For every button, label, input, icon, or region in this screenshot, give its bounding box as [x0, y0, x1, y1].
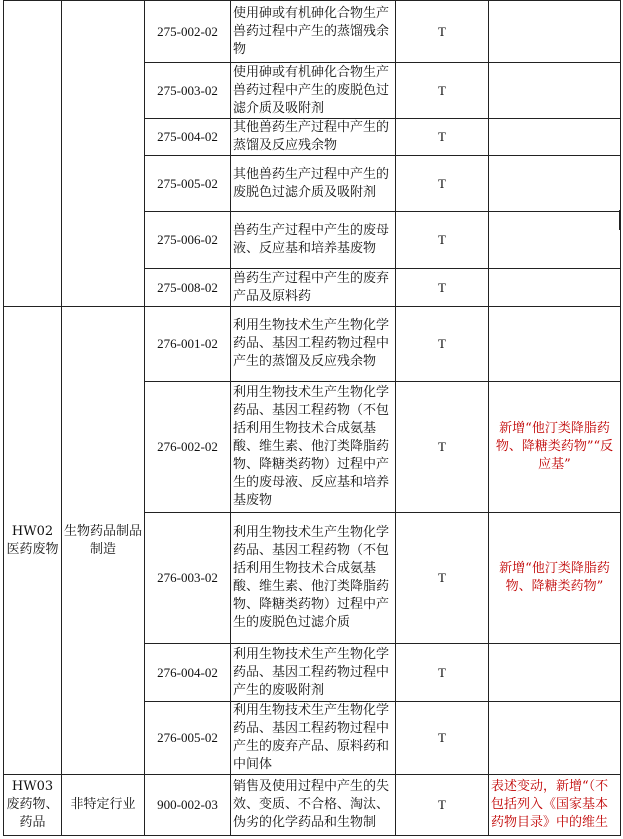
- change-note: [489, 644, 621, 702]
- industry-label: 非特定行业: [70, 797, 136, 812]
- waste-code: 275-004-02: [145, 119, 231, 156]
- industry-cell: [62, 307, 145, 775]
- hazard-type: T: [396, 63, 489, 119]
- change-note: [489, 212, 621, 269]
- waste-code: 276-004-02: [145, 644, 231, 702]
- waste-code: 275-003-02: [145, 63, 231, 119]
- change-note: 新增“他汀类降脂药物、降糖类药物”“反应基”: [489, 382, 621, 513]
- hazard-type: T: [396, 212, 489, 269]
- waste-description: 其他兽药生产过程中产生的蒸馏及反应残余物: [231, 119, 396, 156]
- hazard-type: T: [396, 269, 489, 307]
- waste-description: 兽药生产过程中产生的废母液、反应基和培养基废物: [231, 212, 396, 269]
- waste-description: 利用生物技术生产生物化学药品、基因工程药物过程中产生的废弃产品、原料药和中间体: [231, 702, 396, 775]
- change-note: [489, 156, 621, 212]
- hazard-type: T: [396, 513, 489, 644]
- hazard-type: T: [396, 702, 489, 775]
- change-note: 表述变动，新增“（不包括列入《国家基本药物目录》中的维生: [489, 775, 621, 836]
- waste-code: 276-003-02: [145, 513, 231, 644]
- waste-description: 兽药生产过程中产生的废弃产品及原料药: [231, 269, 396, 307]
- hazard-type: T: [396, 1, 489, 63]
- waste-description: 利用生物技术生产生物化学药品、基因工程药物（不包括利用生物技术合成氨基酸、维生素、他汀类降脂药物、降糖类药物）过程中产生的废母液、反应基和培养基废物: [231, 382, 396, 513]
- waste-description: 使用砷或有机砷化合物生产兽药过程中产生的废脱色过滤介质及吸附剂: [231, 63, 396, 119]
- waste-code: 276-002-02: [145, 382, 231, 513]
- waste-description: 销售及使用过程中产生的失效、变质、不合格、淘汰、伪劣的化学药品和生物制: [231, 775, 396, 836]
- waste-description: 其他兽药生产过程中产生的废脱色过滤介质及吸附剂: [231, 156, 396, 212]
- hazard-type: T: [396, 382, 489, 513]
- waste-code: 275-008-02: [145, 269, 231, 307]
- change-note: [489, 1, 621, 63]
- text-cursor-mark: [619, 210, 621, 230]
- waste-description: 使用砷或有机砷化合物生产兽药过程中产生的蒸馏残余物: [231, 1, 396, 63]
- change-note: 新增“他汀类降脂药物、降糖类药物”: [489, 513, 621, 644]
- table-row: [4, 775, 621, 836]
- category-cell: [4, 307, 62, 775]
- waste-code: 276-001-02: [145, 307, 231, 382]
- change-note: [489, 307, 621, 382]
- category-cell-empty: [4, 1, 62, 307]
- waste-code: 276-005-02: [145, 702, 231, 775]
- waste-description: 利用生物技术生产生物化学药品、基因工程药物（不包括利用生物技术合成氨基酸、维生素、他汀类降脂药物、降糖类药物）过程中产生的废脱色过滤介质: [231, 513, 396, 644]
- hazard-type: T: [396, 775, 489, 836]
- table-row: [4, 307, 621, 382]
- change-note: [489, 63, 621, 119]
- waste-code: 275-005-02: [145, 156, 231, 212]
- category-label: HW03 废药物、药品: [6, 779, 59, 830]
- category-cell: [4, 775, 62, 836]
- waste-code: 275-002-02: [145, 1, 231, 63]
- waste-code: 900-002-03: [145, 775, 231, 836]
- waste-description: 利用生物技术生产生物化学药品、基因工程药物过程中产生的蒸馏及反应残余物: [231, 307, 396, 382]
- industry-cell-empty: [62, 1, 145, 307]
- change-note: [489, 702, 621, 775]
- change-note: [489, 119, 621, 156]
- hazard-type: T: [396, 644, 489, 702]
- industry-cell: [62, 775, 145, 836]
- industry-label: 生物药品制品制造: [64, 523, 143, 557]
- hazard-type: T: [396, 307, 489, 382]
- hazardous-waste-table: [3, 0, 621, 836]
- table-row: [4, 1, 621, 63]
- category-label: HW02 医药废物: [6, 523, 59, 557]
- hazard-type: T: [396, 156, 489, 212]
- waste-code: 275-006-02: [145, 212, 231, 269]
- waste-description: 利用生物技术生产生物化学药品、基因工程药物过程中产生的废吸附剂: [231, 644, 396, 702]
- change-note: [489, 269, 621, 307]
- hazard-type: T: [396, 119, 489, 156]
